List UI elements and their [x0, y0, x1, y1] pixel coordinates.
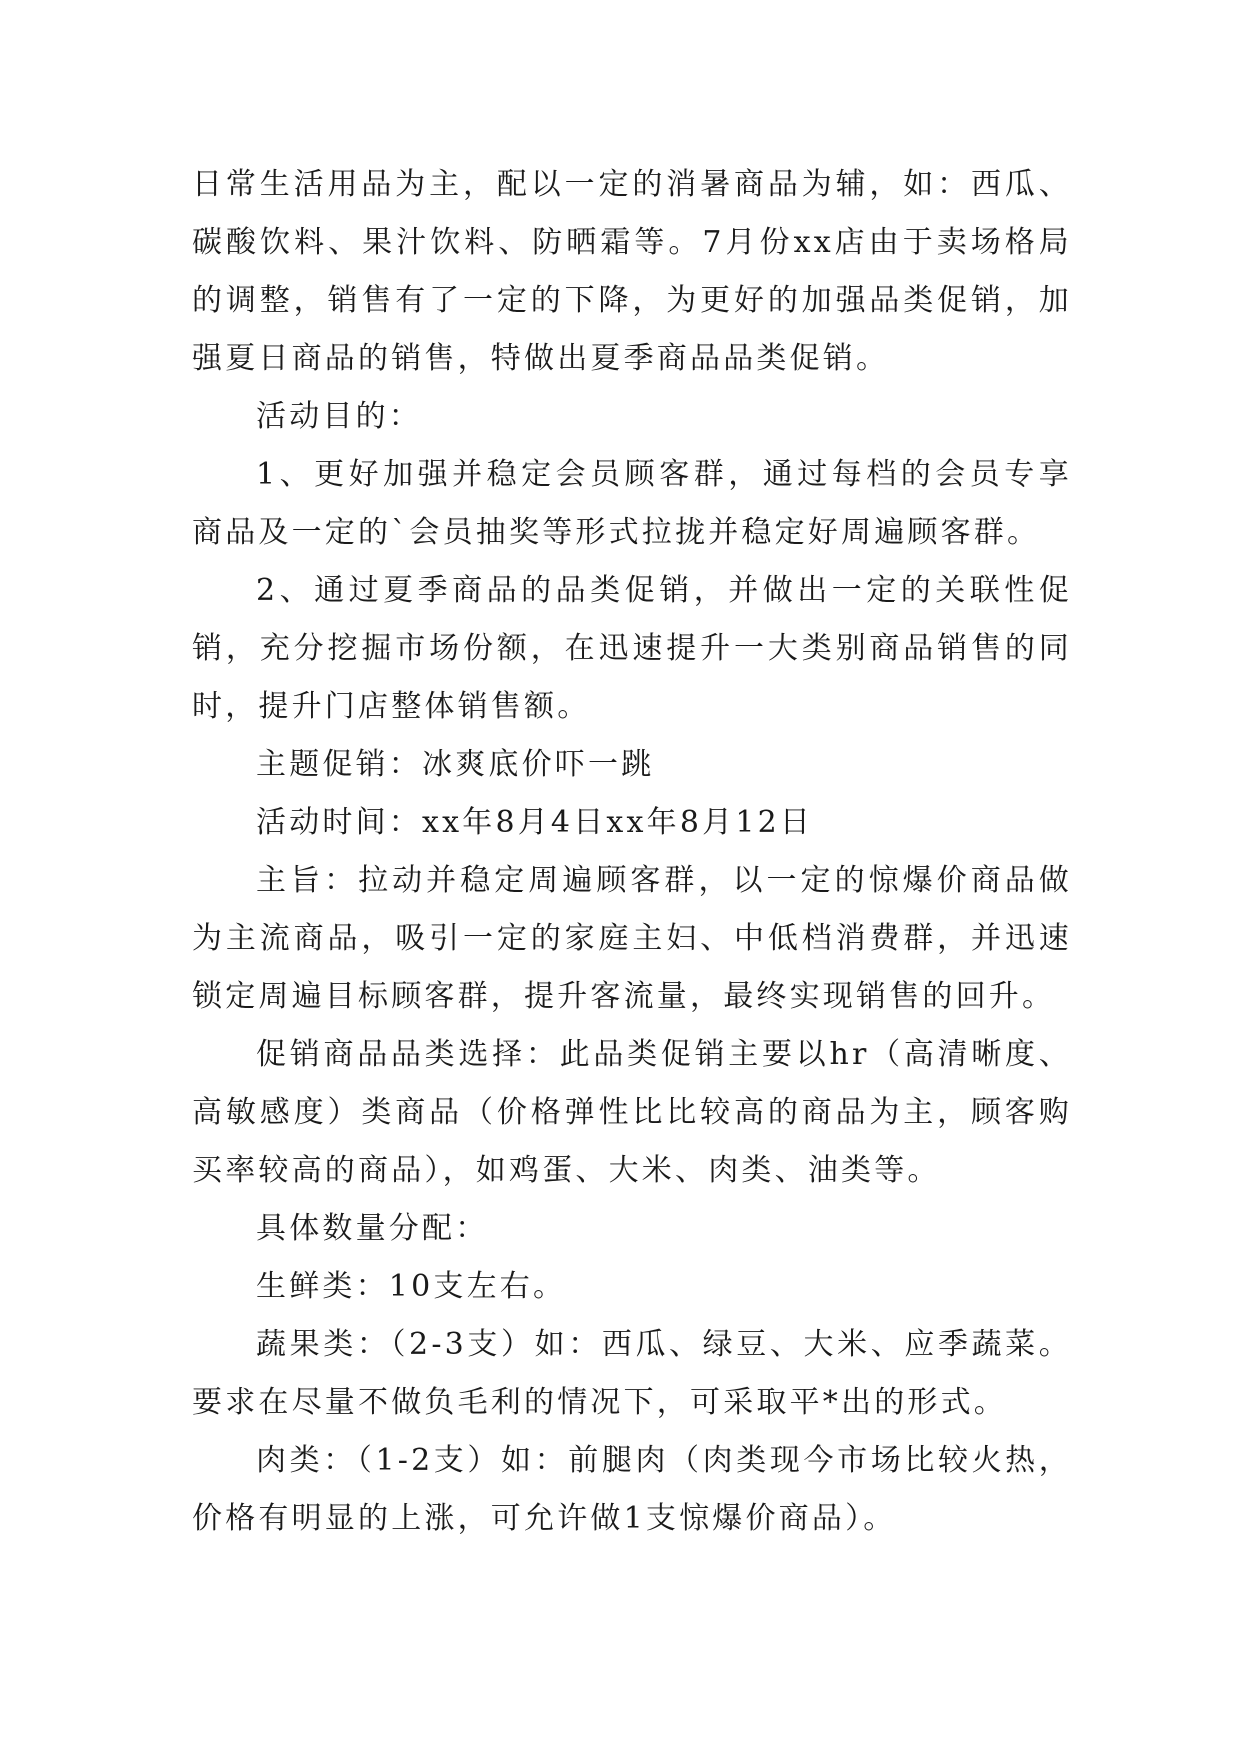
paragraph-produce: 蔬果类：（2-3支）如：西瓜、绿豆、大米、应季蔬菜。要求在尽量不做负毛利的情况下，可采取平*出的形式。 [192, 1327, 1072, 1420]
paragraph-category-selection: 促销商品品类选择：此品类促销主要以hr（高清晰度、高敏感度）类商品（价格弹性比比较高的商品为主，顾客购买率较高的商品），如鸡蛋、大米、肉类、油类等。 [192, 1037, 1072, 1188]
paragraph-theme: 主题促销：冰爽底价吓一跳 [256, 747, 655, 782]
paragraph-purpose: 主旨：拉动并稳定周遍顾客群，以一定的惊爆价商品做为主流商品，吸引一定的家庭主妇、中低档消费群，并迅速锁定周遍目标顾客群，提升客流量，最终实现销售的回升。 [192, 863, 1072, 1014]
paragraph-goal-1: 1、更好加强并稳定会员顾客群，通过每档的会员专享商品及一定的`会员抽奖等形式拉拢并稳定好周遍顾客群。 [192, 457, 1072, 550]
document-body [192, 156, 1072, 1548]
paragraph-allocation-heading: 具体数量分配： [256, 1211, 489, 1246]
paragraph-meat: 肉类：（1-2支）如：前腿肉（肉类现今市场比较火热，价格有明显的上涨，可允许做1支惊爆价商品）。 [192, 1443, 1072, 1536]
paragraph-time: 活动时间：xx年8月4日xx年8月12日 [256, 805, 814, 840]
paragraph-intro: 日常生活用品为主，配以一定的消暑商品为辅，如：西瓜、碳酸饮料、果汁饮料、防晒霜等。7月份xx店由于卖场格局的调整，销售有了一定的下降，为更好的加强品类促销，加强夏日商品的销售，特做出夏季商品品类促销。 [192, 167, 1072, 376]
paragraph-goal-heading: 活动目的： [256, 399, 422, 434]
paragraph-goal-2: 2、通过夏季商品的品类促销，并做出一定的关联性促销，充分挖掘市场份额，在迅速提升一大类别商品销售的同时，提升门店整体销售额。 [192, 573, 1072, 724]
paragraph-fresh: 生鲜类：10支左右。 [256, 1269, 567, 1304]
